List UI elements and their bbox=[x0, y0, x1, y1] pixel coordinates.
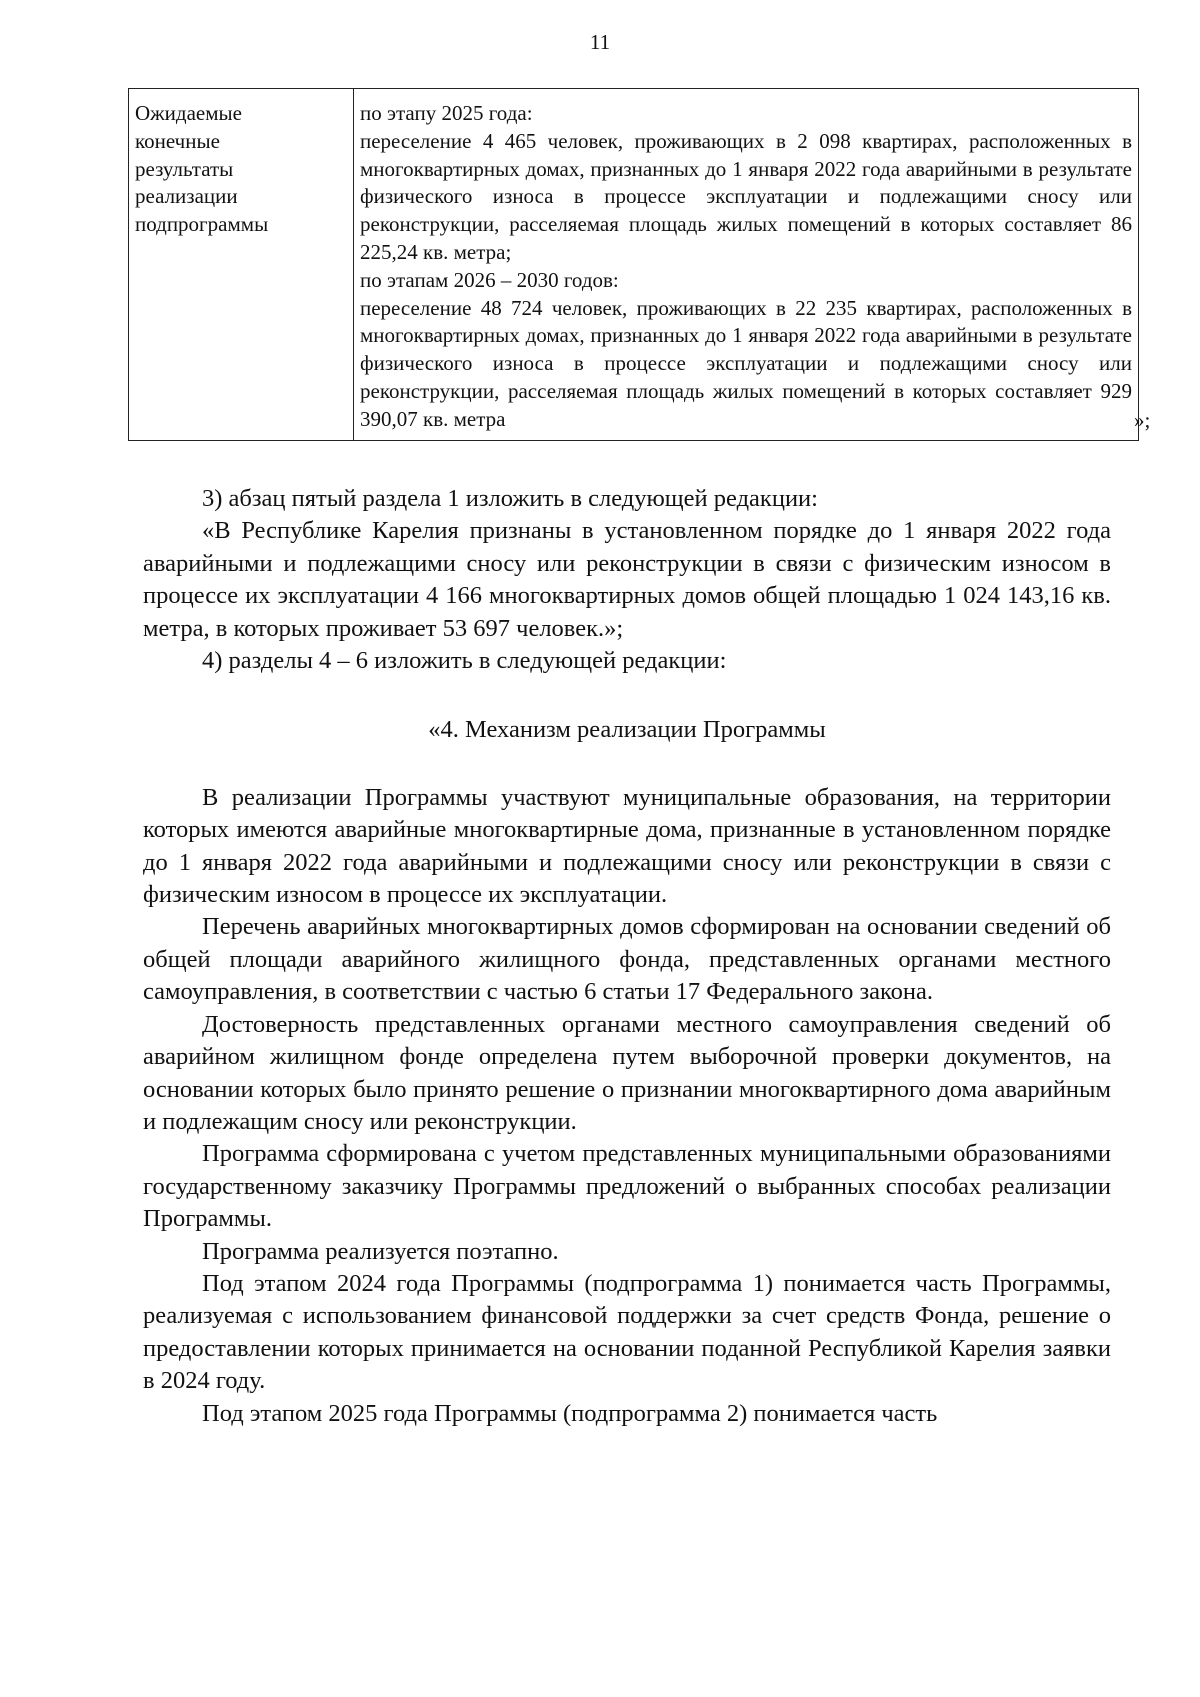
stage-2025-text: переселение 4 465 человек, проживающих в 2 098 квартирах, расположенных в многоквартирных домах, признанных до 1 января 2022 года аварийными в результате физического износа в процессе эксплуатации и подлежащими сносу или реконструкции, расселяемая площадь жилых помещений в которых составляет 86 225,24 кв. метра; bbox=[360, 128, 1132, 264]
row-label-line: реализации bbox=[135, 184, 238, 209]
program-results-table bbox=[128, 88, 1139, 441]
table-row bbox=[129, 89, 1139, 441]
page-number: 11 bbox=[589, 30, 611, 54]
amendment-item-4: 4) разделы 4 – 6 изложить в следующей редакции: bbox=[202, 647, 727, 675]
paragraph: В реализации Программы участвуют муниципальные образования, на территории которых имеются аварийные многоквартирные дома, признанные в установленном порядке до 1 января 2022 года аварийными и подлежащими сносу или реконструкции в связи с физическим износом в процессе их эксплуатации. bbox=[143, 783, 1111, 909]
stage-2025-header: по этапу 2025 года: bbox=[360, 101, 533, 125]
paragraph: Под этапом 2025 года Программы (подпрограмма 2) понимается часть bbox=[202, 1399, 938, 1427]
paragraph: Под этапом 2024 года Программы (подпрограмма 1) понимается часть Программы, реализуемая с использованием финансовой поддержки за счет средств Фонда, решение о предоставлении которых принимается на основании поданной Республикой Карелия заявки в 2024 году. bbox=[143, 1269, 1111, 1395]
amendment-quote: «В Республике Карелия признаны в установленном порядке до 1 января 2022 года аварийными и подлежащими сносу или реконструкции в связи с физическим износом в процессе их эксплуатации 4 166 многоквартирных домов общей площадью 1 024 143,16 кв. метра, в которых проживает 53 697 человек.»; bbox=[143, 517, 1111, 642]
amendment-item-3: 3) абзац пятый раздела 1 изложить в следующей редакции: bbox=[202, 485, 818, 512]
stage-2026-2030-text: переселение 48 724 человек, проживающих в 22 235 квартирах, расположенных в многоквартирных домах, признанных до 1 января 2022 года аварийными в результате физического износа в процессе эксплуатации и подлежащими сносу или реконструкции, расселяемая площадь жилых помещений в которых составляет 929 390,07 кв. метра bbox=[360, 295, 1132, 431]
paragraph: Достоверность представленных органами местного самоуправления сведений об аварийном жилищном фонде определена путем выборочной проверки документов, на основании которых было принято решение о признании многоквартирного дома аварийным и подлежащим сносу или реконструкции. bbox=[143, 1010, 1111, 1135]
row-label-line: Ожидаемые bbox=[135, 101, 242, 125]
paragraph: Программа реализуется поэтапно. bbox=[202, 1237, 559, 1265]
paragraph: Перечень аварийных многоквартирных домов сформирован на основании сведений об общей площади аварийного жилищного фонда, представленных органами местного самоуправления, в соответствии с частью 6 статьи 17 Федерального закона. bbox=[143, 913, 1111, 1006]
row-label-line: подпрограммы bbox=[135, 212, 269, 237]
paragraph: Программа сформирована с учетом представленных муниципальными образованиями государственному заказчику Программы предложений о выбранных способах реализации Программы. bbox=[143, 1140, 1111, 1233]
document-body bbox=[143, 483, 1111, 1430]
row-content-cell bbox=[354, 89, 1139, 441]
row-label-line: результаты bbox=[135, 156, 234, 181]
table-closing-quote: »; bbox=[1134, 408, 1151, 432]
row-label-cell bbox=[129, 89, 354, 441]
stage-2026-2030-header: по этапам 2026 – 2030 годов: bbox=[360, 267, 619, 292]
row-label-line: конечные bbox=[135, 128, 220, 153]
section-heading: «4. Механизм реализации Программы bbox=[428, 716, 826, 744]
